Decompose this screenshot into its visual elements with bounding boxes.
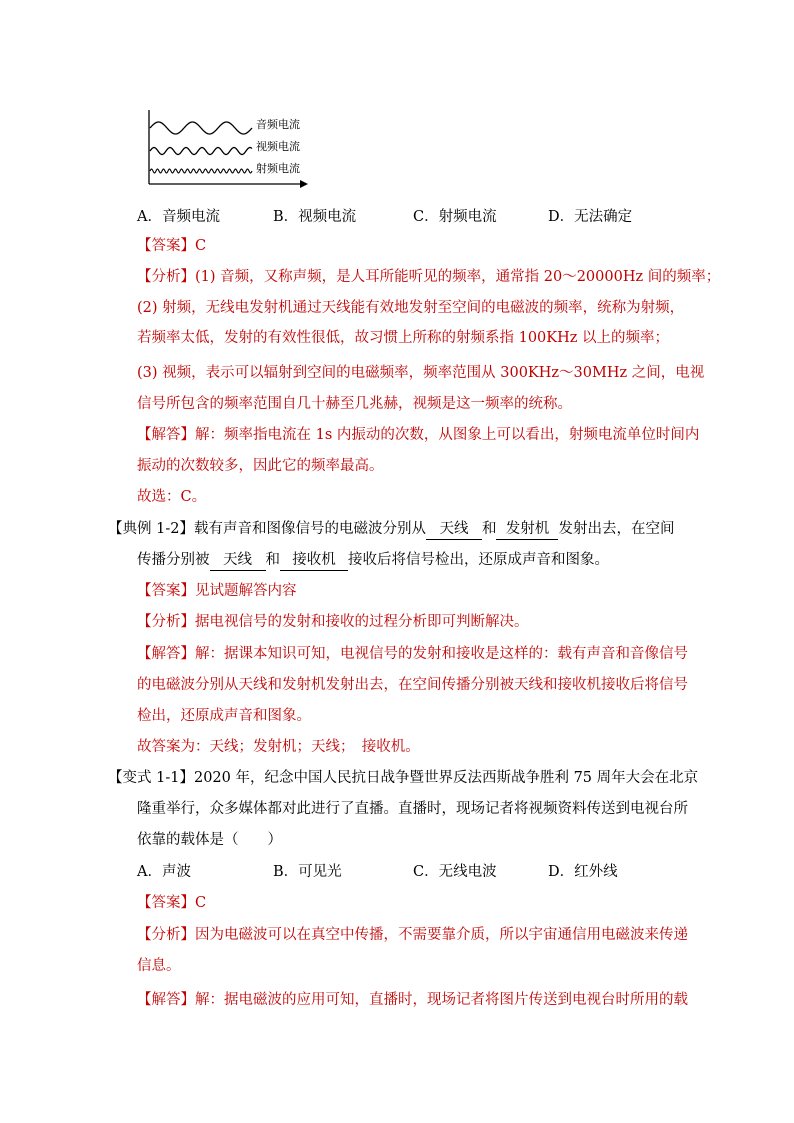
q2-question-line-2 <box>137 550 609 571</box>
q2-text: 和 <box>481 521 497 537</box>
q2-solution-line-3: 检出，还原成声音和图象。 <box>137 708 311 724</box>
q3-solution-line-1 <box>137 990 688 1010</box>
q2-analysis <box>137 612 529 632</box>
q2-text: 载有声音和图像信号的电磁波分别从 <box>193 521 426 537</box>
analysis-tag: 【分析】 <box>137 614 195 630</box>
q2-blank-1: 天线 <box>426 519 482 540</box>
analysis-text: 据电视信号的发射和接收的过程分析即可判断解决。 <box>195 614 529 630</box>
solution-text: 解：频率指电流在 1s 内振动的次数，从图象上可以看出，射频电流单位时间内 <box>195 427 700 443</box>
answer-tag: 【答案】 <box>137 895 195 911</box>
x-axis-arrow <box>300 180 308 188</box>
solution-tag: 【解答】 <box>137 427 195 443</box>
q1-analysis-line-1 <box>137 267 720 287</box>
q2-tag: 【典例 1-2】 <box>108 521 194 537</box>
q2-solution-line-1 <box>137 644 688 664</box>
q2-text: 和 <box>265 552 280 568</box>
analysis-text: (1) 音频，又称声频，是人耳所能听见的频率，通常指 20～20000Hz 间的频率； <box>195 269 721 285</box>
analysis-tag: 【分析】 <box>137 927 195 943</box>
video-current-wave <box>150 148 252 155</box>
q3-text: 2020 年，纪念中国人民抗日战争暨世界反法西斯战争胜利 75 周年大会在北京 <box>193 770 699 786</box>
q3-analysis-line-1 <box>137 925 688 945</box>
q2-text: 发射出去，在空间 <box>558 521 675 537</box>
q3-question-line-1 <box>108 768 698 788</box>
q3-question-line-3: 依靠的载体是（ ） <box>137 832 282 848</box>
q3-option-c: C．无线电波 <box>413 864 497 880</box>
answer-value: 见试题解答内容 <box>195 583 297 599</box>
video-current-label: 视频电流 <box>256 140 300 153</box>
q3-option-a: A．声波 <box>137 864 191 880</box>
q2-answer <box>137 581 297 601</box>
q1-solution-line-2: 振动的次数较多，因此它的频率最高。 <box>137 458 384 474</box>
q1-option-d: D．无法确定 <box>548 209 633 225</box>
answer-value: C <box>195 895 207 911</box>
q1-analysis-line-4: (3) 视频，表示可以辐射到空间的电磁频率，频率范围从 300KHz～30MHz 之间，电视 <box>137 365 705 381</box>
q1-choice: 故选：C。 <box>137 489 207 505</box>
q1-analysis-line-3: 若频率太低，发射的有效性很低，故习惯上所称的射频系指 100KHz 以上的频率； <box>137 330 670 346</box>
q1-option-a: A．音频电流 <box>137 209 220 225</box>
answer-tag: 【答案】 <box>137 583 195 599</box>
solution-text: 解：据电磁波的应用可知，直播时，现场记者将图片传送到电视台时所用的载 <box>195 992 688 1008</box>
rf-current-wave <box>150 169 252 173</box>
analysis-tag: 【分析】 <box>137 269 195 285</box>
rf-current-label: 射频电流 <box>256 162 300 175</box>
waveform-figure <box>140 108 310 190</box>
solution-text: 解：据课本知识可知，电视信号的发射和接收是这样的：载有声音和音像信号 <box>195 646 688 662</box>
q1-option-b: B．视频电流 <box>273 209 357 225</box>
q3-answer <box>137 893 206 913</box>
solution-tag: 【解答】 <box>137 646 195 662</box>
answer-tag: 【答案】 <box>137 238 195 254</box>
q3-analysis-line-2: 信息。 <box>137 958 181 974</box>
q2-solution-line-2: 的电磁波分别从天线和发射机发射出去，在空间传播分别被天线和接收机接收后将信号 <box>137 677 688 693</box>
q2-question-line-1 <box>108 519 674 540</box>
q1-option-c: C．射频电流 <box>413 209 497 225</box>
q2-text: 接收后将信号检出，还原成声音和图象。 <box>348 552 609 568</box>
q3-option-b: B．可见光 <box>273 864 342 880</box>
q2-blank-2: 发射机 <box>496 519 558 540</box>
q3-option-d: D．红外线 <box>548 864 618 880</box>
q3-question-line-2: 隆重举行，众多媒体都对此进行了直播。直播时，现场记者将视频资料传送到电视台所 <box>137 801 688 817</box>
q1-analysis-line-5: 信号所包含的频率范围自几十赫至几兆赫，视频是这一频率的统称。 <box>137 396 572 412</box>
q2-blank-3: 天线 <box>210 550 266 571</box>
answer-value: C <box>195 238 207 254</box>
q1-analysis-line-2: (2) 射频，无线电发射机通过天线能有效地发射至空间的电磁波的频率，统称为射频， <box>137 300 685 316</box>
q1-answer <box>137 236 206 256</box>
audio-current-wave <box>150 122 252 134</box>
q2-text: 传播分别被 <box>137 552 210 568</box>
solution-tag: 【解答】 <box>137 992 195 1008</box>
analysis-text: 因为电磁波可以在真空中传播，不需要靠介质，所以宇宙通信用电磁波来传递 <box>195 927 688 943</box>
q2-blank-4: 接收机 <box>280 550 348 571</box>
q3-tag: 【变式 1-1】 <box>108 770 194 786</box>
q2-final-answer: 故答案为：天线；发射机；天线； 接收机。 <box>137 739 420 755</box>
q1-solution-line-1 <box>137 425 699 445</box>
audio-current-label: 音频电流 <box>256 118 300 131</box>
